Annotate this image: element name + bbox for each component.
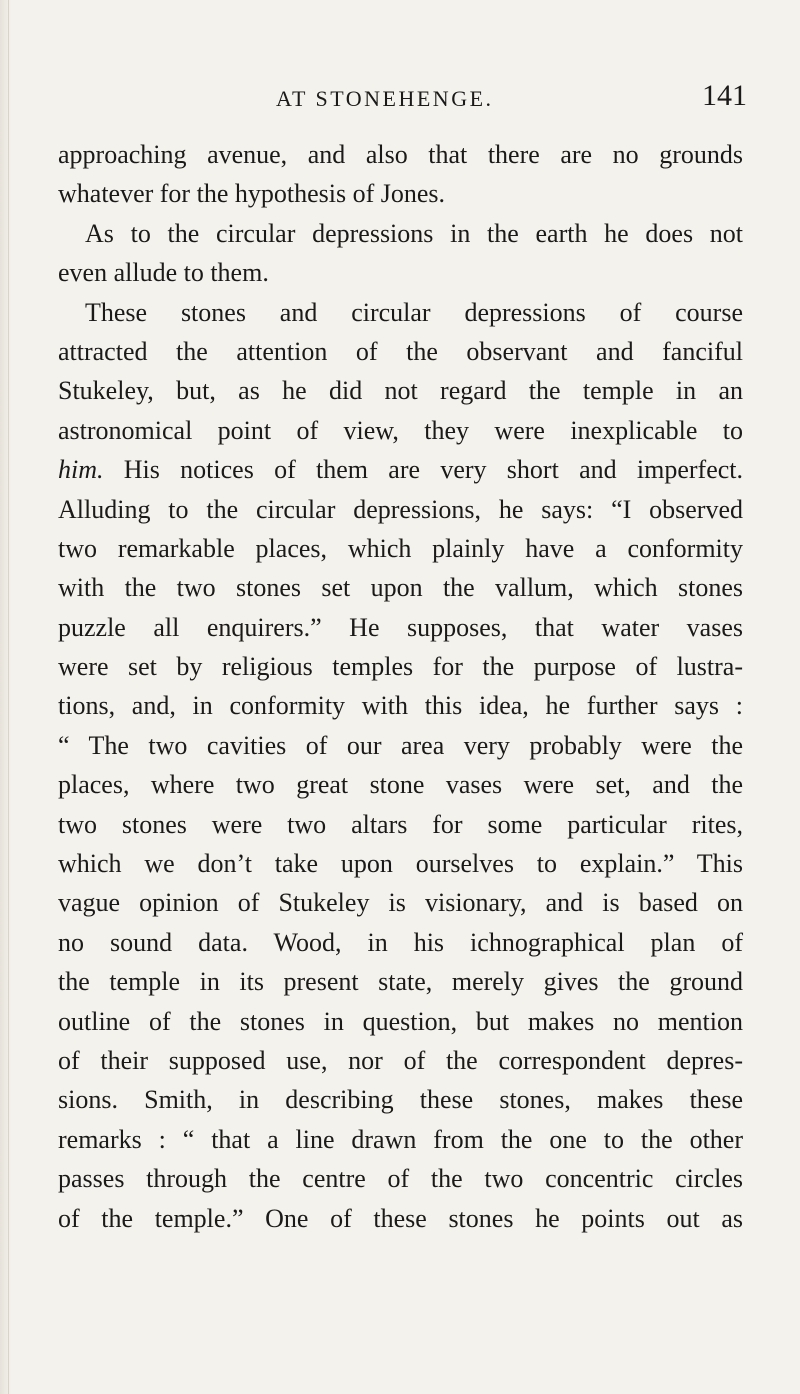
text-line: of the temple.” One of these stones he points out as: [58, 1203, 743, 1233]
page-gutter-shadow: [0, 0, 12, 1394]
text-line: two stones were two altars for some particular rites,: [58, 809, 743, 839]
text-line: outline of the stones in question, but makes no mention: [58, 1006, 743, 1036]
text-line: whatever for the hypothesis of Jones.: [58, 179, 446, 209]
text-line: Alluding to the circular depressions, he says: “I observed: [58, 494, 743, 524]
text-line: the temple in its present state, merely gives the ground: [58, 967, 743, 997]
text-line: These stones and circular depressions of course: [85, 297, 743, 327]
running-head: AT STONEHENGE.: [276, 86, 494, 111]
page-header: [0, 78, 800, 118]
text-line: tions, and, in conformity with this idea, he further says :: [58, 691, 743, 721]
text-line: astronomical point of view, they were inexplicable to: [58, 415, 743, 445]
text-line: “ The two cavities of our area very probably were the: [58, 730, 743, 760]
text-line: places, where two great stone vases were set, and the: [58, 770, 743, 800]
italic-word: him.: [58, 455, 104, 485]
text-line: puzzle all enquirers.” He supposes, that water vases: [58, 612, 743, 642]
text-line: of their supposed use, nor of the correspondent depres-: [58, 1045, 743, 1075]
text-line: Stukeley, but, as he did not regard the temple in an: [58, 376, 743, 406]
text-line: with the two stones set upon the vallum, which stones: [58, 573, 743, 603]
text-line-remainder: His notices of them are very short and imperfect.: [103, 455, 743, 485]
text-line: attracted the attention of the observant and fanciful: [58, 336, 743, 366]
text-line: sions. Smith, in describing these stones, makes these: [58, 1085, 743, 1115]
text-line: two remarkable places, which plainly have a conformity: [58, 533, 743, 563]
text-line: As to the circular depressions in the earth he does not: [85, 218, 743, 248]
text-line: approaching avenue, and also that there are no grounds: [58, 140, 743, 169]
text-line: no sound data. Wood, in his ichnographical plan of: [58, 927, 743, 957]
text-line: passes through the centre of the two concentric circles: [58, 1164, 743, 1194]
text-line: which we don’t take upon ourselves to explain.” This: [58, 849, 743, 879]
text-line: vague opinion of Stukeley is visionary, and is based on: [58, 888, 743, 918]
text-line-composite: [58, 450, 743, 489]
text-line: remarks : “ that a line drawn from the one to the other: [58, 1124, 743, 1154]
text-line: were set by religious temples for the purpose of lustra-: [58, 652, 743, 682]
text-line: even allude to them.: [58, 258, 269, 288]
body-text: [58, 135, 743, 1238]
page-gutter-edge: [8, 0, 9, 1394]
page-number: 141: [702, 79, 747, 112]
